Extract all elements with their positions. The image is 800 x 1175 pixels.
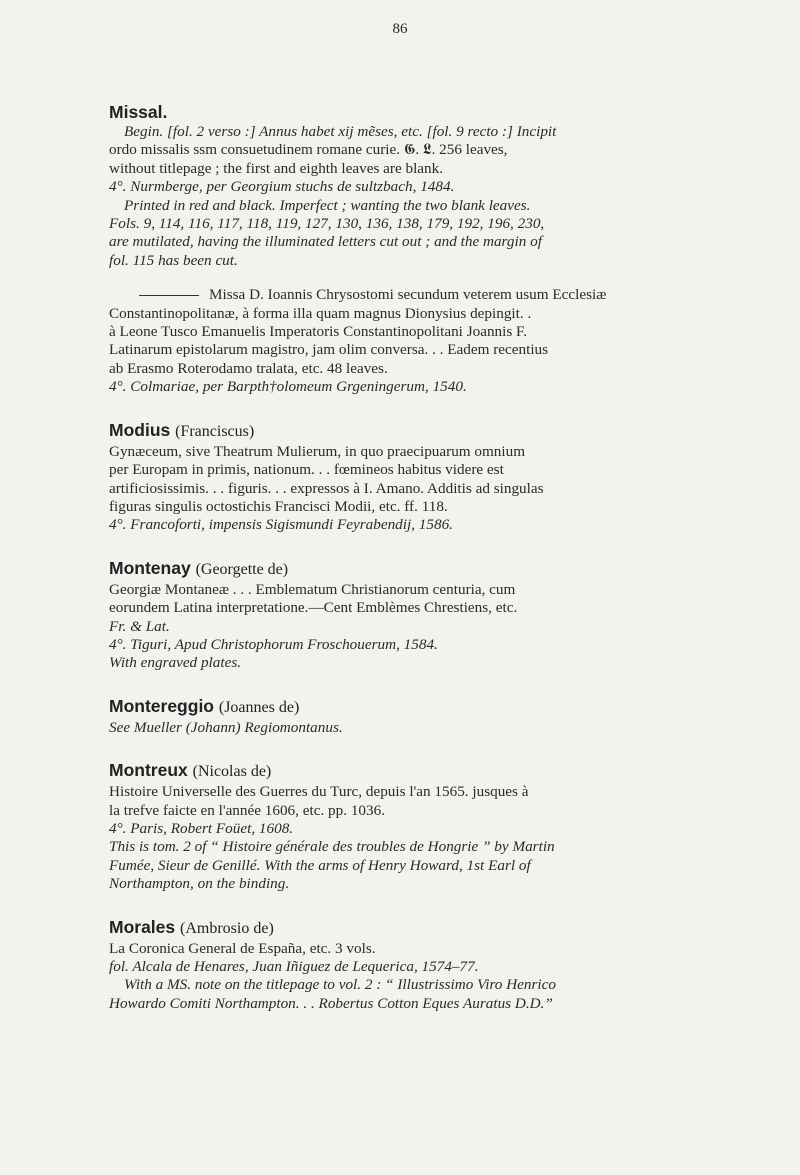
entry-note: Printed in red and black. Imperfect ; wanting the two blank leaves. (124, 196, 531, 214)
catalogue-entries (109, 101, 749, 1027)
ditto-dash (139, 295, 199, 296)
entry-note: Fols. 9, 114, 116, 117, 118, 119, 127, 130, 136, 138, 179, 192, 196, 230, (109, 215, 545, 233)
entry-morales (109, 916, 749, 1014)
entry-heading: Montereggio (Joannes de) (109, 695, 300, 716)
entry-montreux (109, 759, 749, 893)
entry-heading: Morales (Ambrosio de) (109, 916, 274, 937)
entry-note: fol. 115 has been cut. (109, 251, 238, 269)
entry-line: artificiosissimis. . . figuris. . . expressos à I. Amano. Additis ad singulas (109, 479, 544, 497)
entry-heading: Montenay (Georgette de) (109, 557, 289, 578)
entry-body (109, 940, 749, 1014)
entry-line: Georgiæ Montaneæ . . . Emblematum Christianorum centuria, cum (109, 580, 516, 598)
entry-note: Fumée, Sieur de Genillé. With the arms of Henry Howard, 1st Earl of (109, 856, 531, 874)
entry-line: Latinarum epistolarum magistro, jam olim conversa. . . Eadem recentius (109, 341, 549, 359)
entry-missal (109, 101, 749, 270)
entry-body (109, 581, 749, 673)
entry-line: Missa D. Ioannis Chrysostomi secundum veterem usum Ecclesiæ (109, 286, 749, 304)
entry-line: figuras singulis octostichis Francisci Modii, etc. ff. 118. (109, 497, 448, 515)
entry-heading: Missal. (109, 102, 168, 122)
entry-line: fol. Alcala de Henares, Juan Iñiguez de Lequerica, 1574–77. (109, 958, 479, 975)
entry-line: 4°. Francoforti, impensis Sigismundi Feyrabendij, 1586. (109, 516, 453, 534)
entry-note: With a MS. note on the titlepage to vol. 2 : “ Illustrissimo Viro Henrico (124, 976, 556, 994)
entry-line: la trefve faicte en l'année 1606, etc. pp. 1036. (109, 801, 385, 819)
entry-line: per Europam in primis, nationum. . . fœmineos habitus videre est (109, 461, 504, 479)
entry-line: 4°. Colmariae, per Barpth†olomeum Grgeningerum, 1540. (109, 378, 467, 396)
entry-line: La Coronica General de España, etc. 3 vols. (109, 939, 376, 957)
entry-montenay (109, 557, 749, 673)
page-number: 86 (392, 21, 408, 37)
entry-line: without titlepage ; the first and eighth leaves are blank. (109, 159, 444, 177)
entry-line: 4°. Paris, Robert Foüet, 1608. (109, 819, 294, 837)
entry-line: Constantinopolitanæ, à forma illa quam magnus Dionysius depingit. . (109, 304, 532, 322)
entry-line: 4°. Tiguri, Apud Christophorum Froschouerum, 1584. (109, 635, 438, 653)
entry-note: are mutilated, having the illuminated letters cut out ; and the margin of (109, 233, 542, 251)
entry-line: 4°. Nurmberge, per Georgium stuchs de sultzbach, 1484. (109, 178, 455, 196)
entry-line: Begin. [fol. 2 verso :] Annus habet xij mẽses, etc. [fol. 9 recto :] Incipit (124, 123, 557, 140)
entry-line: Fr. & Lat. (109, 617, 170, 635)
entry-modius (109, 419, 749, 535)
entry-line: Histoire Universelle des Guerres du Turc, depuis l'an 1565. jusques à (109, 783, 529, 801)
entry-heading: Montreux (Nicolas de) (109, 760, 272, 781)
entry-body (109, 286, 749, 396)
cross-reference: See Mueller (Johann) Regiomontanus. (109, 718, 343, 736)
entry-note: With engraved plates. (109, 654, 242, 672)
entry-heading: Modius (Franciscus) (109, 419, 255, 440)
entry-missa-chrysostomi (109, 286, 749, 396)
entry-line: Gynæceum, sive Theatrum Mulierum, in quo praecipuarum omnium (109, 442, 526, 460)
entry-note: Howardo Comiti Northampton. . . Robertus Cotton Eques Auratus D.D.” (109, 994, 553, 1012)
entry-note: Northampton, on the binding. (109, 875, 290, 893)
entry-body (109, 123, 749, 270)
entry-body (109, 443, 749, 535)
entry-body (109, 719, 749, 737)
entry-line: à Leone Tusco Emanuelis Imperatoris Constantinopolitani Joannis F. (109, 323, 528, 341)
entry-line: eorundem Latina interpretatione.—Cent Emblèmes Chrestiens, etc. (109, 599, 518, 617)
entry-note: This is tom. 2 of “ Histoire générale des troubles de Hongrie ” by Martin (109, 838, 555, 856)
entry-line: ordo missalis ssm consuetudinem romane curie. 𝕲. 𝕷. 256 leaves, (109, 141, 508, 159)
entry-body (109, 783, 749, 893)
entry-line: ab Erasmo Roterodamo tralata, etc. 48 leaves. (109, 359, 388, 377)
entry-montereggio (109, 695, 749, 737)
